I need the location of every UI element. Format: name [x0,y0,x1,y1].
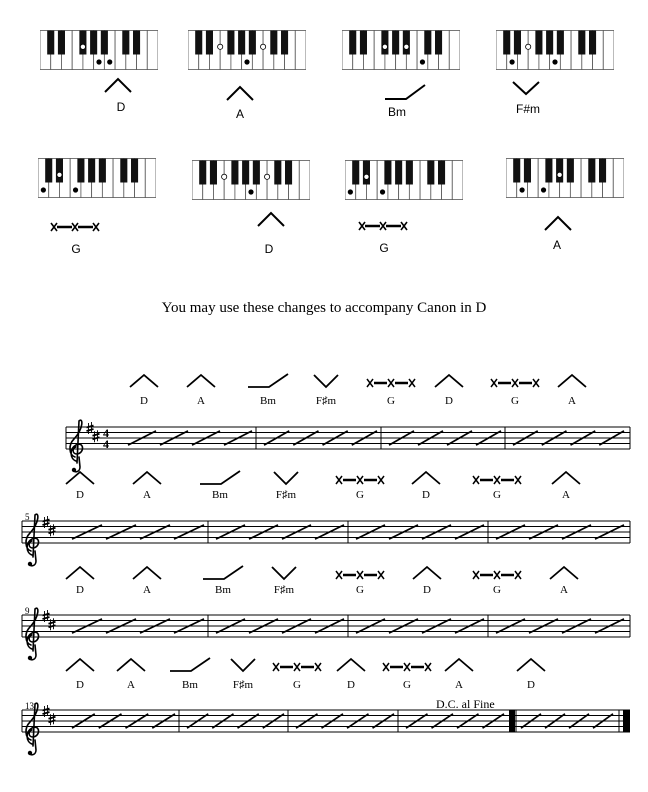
chord-symbol-up-icon [550,567,578,579]
chord-label: F♯m [232,679,254,691]
chord-label: Bm [388,105,406,119]
chord-label: G [356,584,364,596]
chord-symbol-down-icon [272,567,296,579]
chord-label: F♯m [315,395,337,407]
chord-symbol-xxx-icon [336,571,384,579]
chord-label: F#m [516,102,540,116]
chord-symbol-xxx-icon [473,571,521,579]
chord-symbol-up-icon [66,659,94,671]
measure-number: 13 [25,701,34,711]
chord-label: D [347,679,355,691]
chord-symbol-up-icon [435,375,463,387]
chord-symbol-up-icon [130,375,158,387]
chord-label: A [197,395,205,407]
chord-symbol-up-icon [413,567,441,579]
chord-label: D [76,679,84,691]
chord-label: D [423,584,431,596]
chord-symbol-up-icon [552,472,580,484]
chord-symbol-down-icon [274,472,298,484]
chord-label: F♯m [275,489,297,501]
chord-symbol-xxx-icon [273,663,321,671]
chord-label: G [379,241,389,255]
chord-symbol-up-icon [337,659,365,671]
chord-symbol-rise-icon [170,658,210,671]
chord-label: A [560,584,568,596]
chord-label: G [493,489,501,501]
chord-label: Bm [182,679,198,691]
time-signature-bottom: 4 [103,437,109,451]
chord-label: G [493,584,501,596]
chord-label: Bm [212,489,228,501]
chord-symbol-up-icon [133,472,161,484]
instruction-text: You may use these changes to accompany Canon in D [161,300,487,316]
treble-clef-icon [70,420,83,472]
time-signature-top: 4 [103,426,109,440]
chord-label: G [356,489,364,501]
chord-symbol-up-icon [445,659,473,671]
chord-symbol-up-icon [187,375,215,387]
chord-symbol-up-icon [133,567,161,579]
chord-label: Bm [260,395,276,407]
measure-number: 5 [25,512,30,522]
chord-label: A [127,679,135,691]
chord-symbol-xxx-icon [336,476,384,484]
chord-label: G [387,395,395,407]
chord-label: D [116,100,126,114]
chord-label: A [568,395,576,407]
chord-symbol-up-icon [412,472,440,484]
chord-label: D [445,395,453,407]
chord-symbol-xxx-icon [367,379,415,387]
chord-symbol-up-icon [517,659,545,671]
chord-label: D [76,584,84,596]
chord-symbol-xxx-icon [473,476,521,484]
fine-barline [509,710,515,732]
chord-label: A [455,679,463,691]
chord-label: D [527,679,535,691]
chord-label: A [143,489,151,501]
measure-number: 9 [25,606,30,616]
chord-label: G [511,395,519,407]
chord-symbol-up-icon [66,472,94,484]
chord-symbol-xxx-icon [383,663,431,671]
chord-symbol-rise-icon [203,566,243,579]
chord-label: D [76,489,84,501]
chord-label: D [264,242,274,256]
final-barline [623,710,630,732]
chord-label: A [552,238,561,252]
chord-symbol-down-icon [231,659,255,671]
chord-label: G [71,242,81,256]
jump-instruction: D.C. al Fine [436,697,495,711]
chord-label: D [140,395,148,407]
chord-symbol-up-icon [66,567,94,579]
chord-label: G [293,679,301,691]
chord-label: F♯m [273,584,295,596]
chord-symbol-rise-icon [248,374,288,387]
chord-label: D [422,489,430,501]
chord-label: A [143,584,151,596]
chord-symbol-down-icon [314,375,338,387]
chord-symbol-rise-icon [200,471,240,484]
chord-label: A [235,107,244,121]
chord-label: G [403,679,411,691]
chord-label: A [562,489,570,501]
chord-symbol-up-icon [117,659,145,671]
chord-symbol-xxx-icon [491,379,539,387]
chord-symbol-up-icon [558,375,586,387]
chord-label: Bm [215,584,231,596]
